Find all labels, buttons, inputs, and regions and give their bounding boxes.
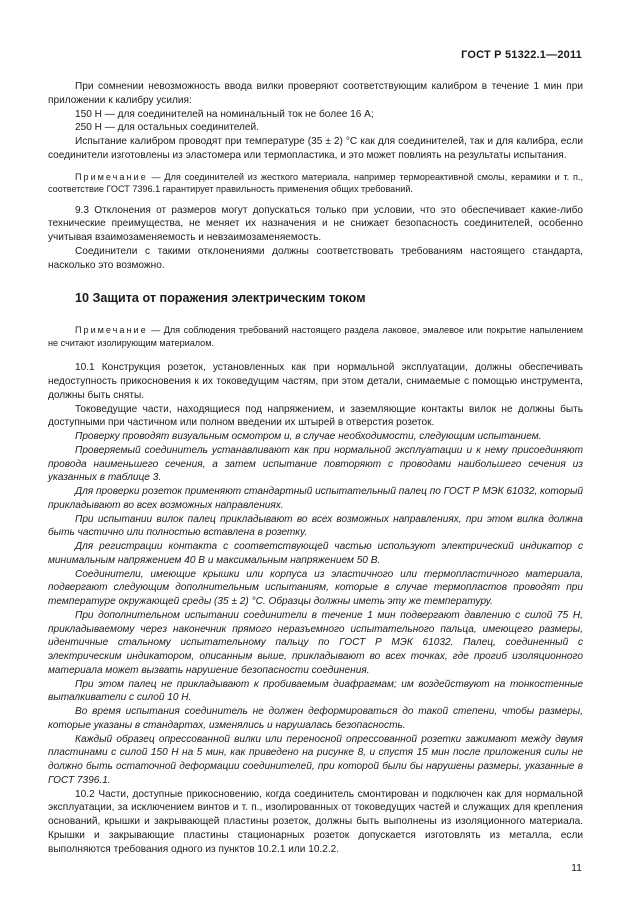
paragraph: При дополнительном испытании соединители в течение 1 мин подвергают давлению с силой 75 Н, прикладываемому через наконечник прямого неразъемного испытательного пальца, имеющего размеры, идентичные стальному испытательному пальцу по ГОСТ Р МЭК 61032. Палец, соединенный с электрическим индикатором, описанным выше, прикладывают во всех точках, где прогиб изоляционного материала может вызвать нарушение безопасности соединения.	[48, 609, 583, 676]
section-heading: 10 Защита от поражения электрическим током	[75, 291, 366, 306]
paragraph: 150 Н — для соединителей на номинальный ток не более 16 А;	[75, 108, 374, 120]
page-number: 11	[571, 862, 582, 874]
paragraph: 250 Н — для остальных соединителей.	[75, 122, 259, 134]
paragraph: 9.3 Отклонения от размеров могут допускаться только при условии, что это обеспечивает какие-либо технические преимущества, не меняет их назначения и не снижает безопасность соединителей, особенно учитывая взаимозаменяемость и невзаимозаменяемость.	[48, 204, 583, 243]
paragraph: Соединители, имеющие крышки или корпуса из эластичного или термопластичного материала, подвергают следующим дополнительным испытаниям, которые в случае термопластов проводят при температуре окружающей среды (35 ± 2) °С. Образцы должны иметь эту же температуру.	[48, 568, 583, 607]
paragraph: 10.1 Конструкция розеток, установленных как при нормальной эксплуатации, должны обеспечивать недоступность прикосновения к их токоведущим частям, при этом детали, снимаемые с помощью инструмента, должны быть сняты.	[48, 362, 583, 401]
paragraph: Во время испытания соединитель не должен деформироваться до такой степени, чтобы размеры, которые указаны в стандартах, изменялись и нарушалась безопасность.	[48, 706, 583, 731]
paragraph: Токоведущие части, находящиеся под напряжением, и заземляющие контакты вилок не должны быть доступными при частичном или полном введении их штырей в отверстия розеток.	[48, 403, 583, 429]
note-paragraph	[48, 324, 583, 349]
paragraph: Проверяемый соединитель устанавливают как при нормальной эксплуатации и к нему присоединяют провода наименьшего сечения, а затем испытание повторяют с проводами наибольшего сечения из указанных в таблице 3.	[48, 444, 583, 484]
note-paragraph	[48, 171, 583, 196]
note-text: — Для соединителей из жесткого материала, например термореактивной смолы, керамики и т. п., соответствие ГОСТ 7396.1 гарантирует правильность применения общих требований.	[48, 171, 583, 194]
paragraph: При испытании вилок палец прикладывают во всех возможных направлениях, при этом вилка должна быть частично или полностью вставлена в розетку.	[48, 513, 583, 539]
paragraph: При этом палец не прикладывают к пробиваемым диафрагмам; им воздействуют на тонкостенные выталкиватели с силой 10 Н.	[48, 678, 583, 704]
paragraph: При сомнении невозможность ввода вилки проверяют соответствующим калибром в течение 1 мин при приложении к калибру усилия:	[48, 81, 583, 106]
paragraph: Соединители с такими отклонениями должны соответствовать требованиям настоящего стандарта, насколько это возможно.	[48, 245, 583, 271]
note-label: Примечание	[75, 325, 148, 336]
note-text: — Для соблюдения требований настоящего раздела лаковое, эмалевое или покрытие напылением не считают изолирующим материалом.	[48, 325, 583, 348]
paragraph: Каждый образец опрессованной вилки или переносной опрессованной розетки зажимают между двумя пластинами с силой 150 Н на 5 мин, как приведено на рисунке 8, и спустя 15 мин после приложения силы не должно быть остаточной деформации соединителей, при которой были бы нарушены размеры, указанные в ГОСТ 7396.1.	[48, 733, 583, 786]
paragraph: Для регистрации контакта с соответствующей частью используют электрический индикатор с минимальным напряжением 40 В и максимальным напряжением 50 В.	[48, 541, 583, 566]
page-body	[48, 80, 583, 856]
note-label: Примечание	[75, 171, 148, 182]
paragraph: Для проверки розеток применяют стандартный испытательный палец по ГОСТ Р МЭК 61032, который прикладывают во всех возможных направлениях.	[48, 486, 583, 511]
standard-code: ГОСТ Р 51322.1—2011	[461, 49, 582, 61]
paragraph: 10.2 Части, доступные прикосновению, когда соединитель смонтирован и подключен как для нормальной эксплуатации, за исключением винтов и т. п., изолированных от токоведущих частей и служащих для крепления оснований, крышки и закрывающей пластины розеток, должны быть выполнены из изоляционного материала. Крышки и закрывающие пластины стационарных розеток допускается изготовлять из металла, если выполняются требования одного из пунктов 10.2.1 или 10.2.2.	[48, 788, 583, 855]
paragraph: Испытание калибром проводят при температуре (35 ± 2) °С как для соединителей, так и для калибра, если соединители изготовлены из эластомера или термопластика, и это может повлиять на результаты испытания.	[48, 136, 583, 161]
paragraph: Проверку проводят визуальным осмотром и, в случае необходимости, следующим испытанием.	[75, 431, 542, 442]
